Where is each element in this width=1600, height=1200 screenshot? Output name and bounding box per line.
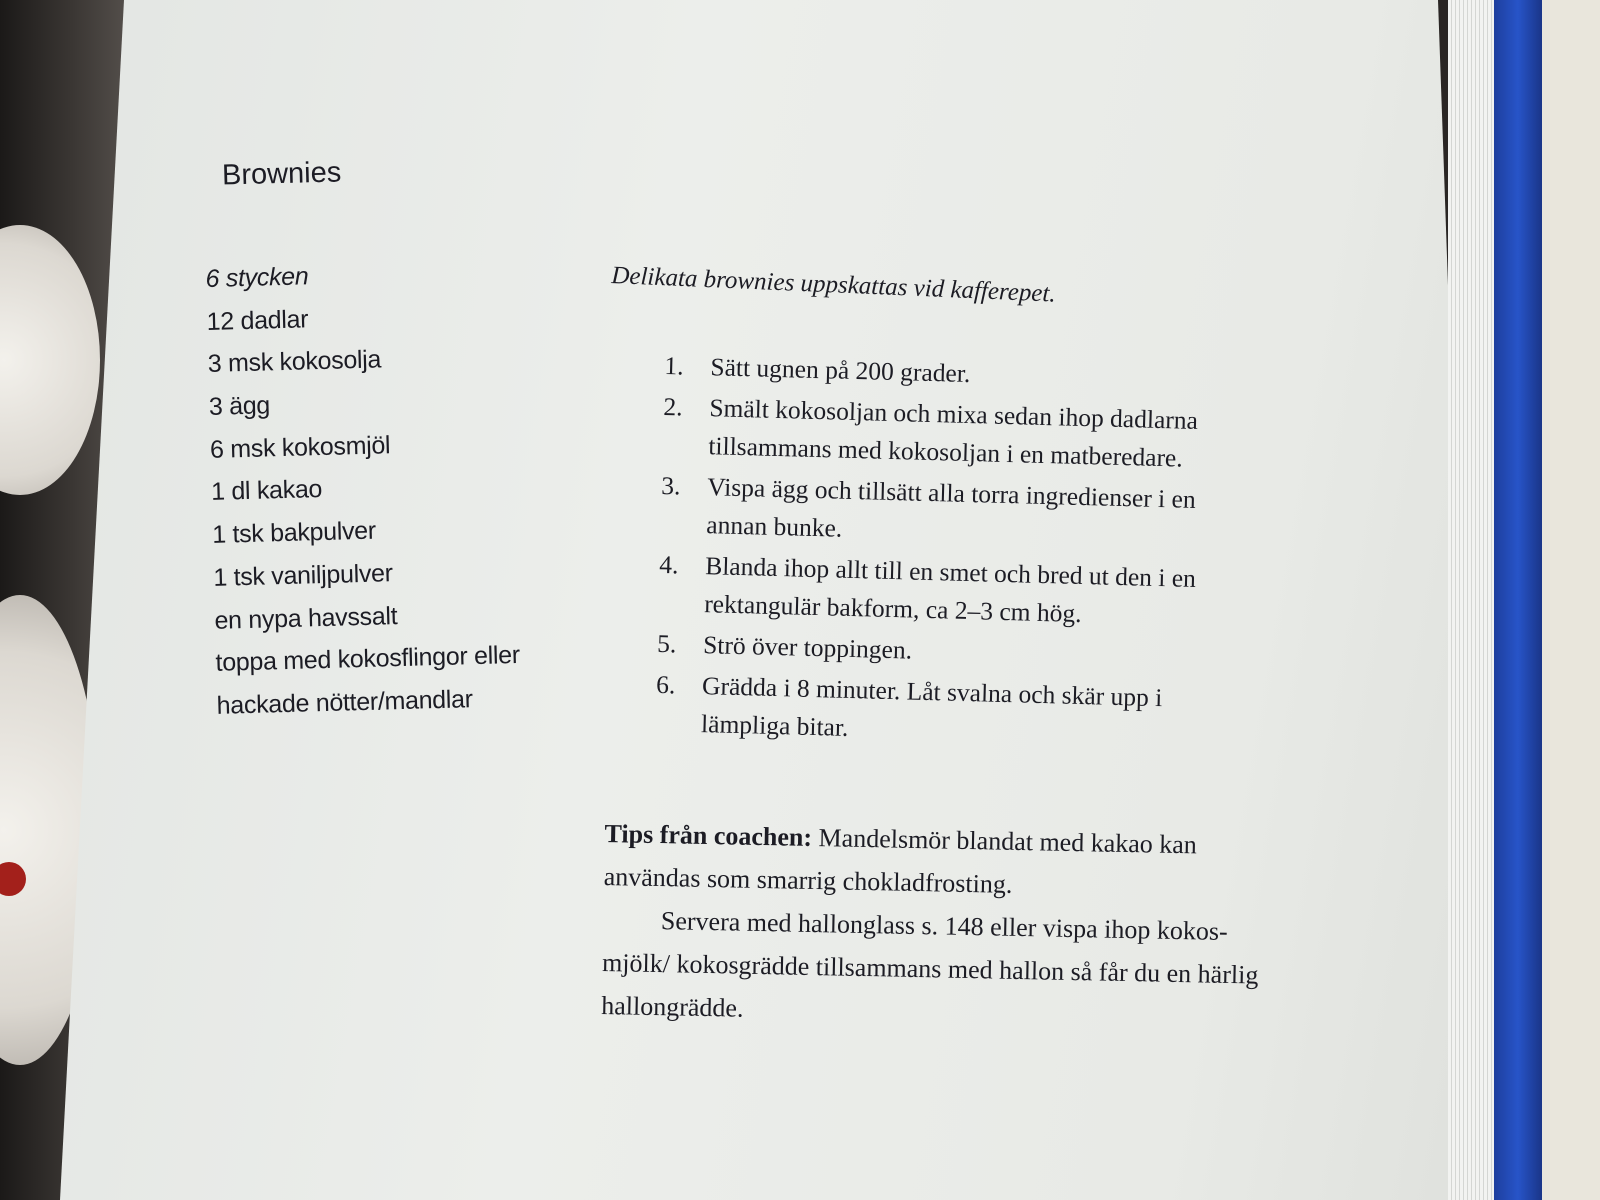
step-number: 5. [656, 628, 677, 659]
step-number: 6. [655, 669, 676, 700]
recipe-title: Brownies [221, 156, 342, 192]
ingredient-item: 6 msk kokosmjöl [209, 430, 391, 464]
ingredient-item: en nypa havssalt [214, 601, 398, 635]
book-cover-edge [1494, 0, 1542, 1200]
ingredient-item: 3 msk kokosolja [207, 345, 382, 379]
recipe-intro: Delikata brownies uppskattas vid kafferepet. [610, 262, 1057, 308]
serving-paragraph: Servera med hallonglass s. 148 eller vispa ihop kokos-mjölk/ kokosgrädde tillsammans med hallon så får du en härlig hallongrädde. [601, 906, 1259, 1023]
step-number: 4. [658, 549, 679, 580]
step-number: 2. [663, 391, 683, 422]
ingredient-list [205, 250, 521, 727]
ingredient-item: 1 tsk vaniljpulver [213, 559, 394, 592]
step-text: Strö över toppingen. [702, 630, 913, 665]
step-list [655, 347, 1235, 757]
ingredient-item: 12 dadlar [206, 305, 309, 336]
ingredient-item: hackade nötter/mandlar [216, 685, 474, 720]
step-text: Grädda i 8 minuter. Låt svalna och skär upp i lämpliga bitar. [700, 671, 1163, 742]
ingredient-item: 1 tsk bakpulver [211, 516, 377, 550]
step-item [658, 546, 1230, 637]
step-item [660, 467, 1232, 558]
step-number: 1. [664, 350, 685, 381]
ingredient-item: 6 stycken [205, 262, 309, 293]
step-item [655, 666, 1227, 757]
background-right [1542, 0, 1600, 1200]
step-text: Sätt ugnen på 200 grader. [710, 352, 971, 388]
ingredient-item: 1 dl kakao [210, 475, 323, 507]
tips-label: Tips från coachen: [604, 818, 813, 852]
step-text: Vispa ägg och tillsätt alla torra ingredienser i en annan bunke. [705, 472, 1197, 543]
step-number: 3. [660, 470, 681, 501]
page-edges [1448, 0, 1496, 1200]
ingredient-item: 3 ägg [208, 391, 271, 422]
tips-section [601, 812, 1265, 1040]
tips-text: Mandelsmör blandat med kakao kan användas som smarrig chokladfrosting. [603, 822, 1198, 899]
tips-paragraph [603, 812, 1265, 911]
step-text: Smält kokosoljan och mixa sedan ihop dadlarna tillsammans med kokosoljan i en matberedare. [708, 393, 1199, 473]
ingredient-item: toppa med kokosflingor eller [215, 641, 521, 678]
step-text: Blanda ihop allt till en smet och bred ut den i en rektangulär bakform, ca 2–3 cm hög. [703, 551, 1197, 628]
step-item [662, 388, 1234, 479]
